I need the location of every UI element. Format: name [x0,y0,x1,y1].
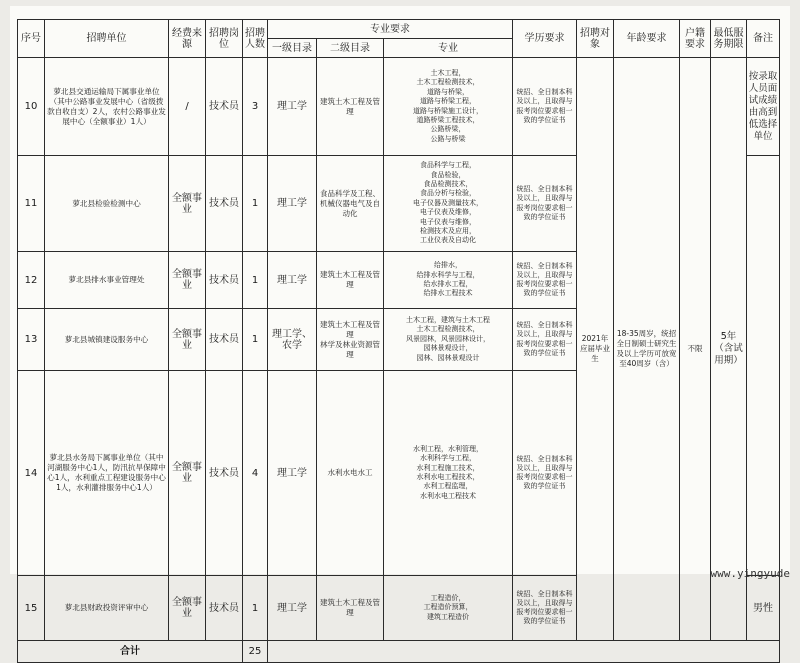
header-count: 招聘人数 [243,20,268,58]
recruitment-table [17,19,780,663]
header-major: 专业 [384,39,513,58]
cell-count: 3 [243,58,268,156]
watermark-text: www.yingyude [710,567,790,580]
cell-level2: 建筑土木工程及管理 [317,576,384,641]
cell-major: 给排水， 给排水科学与工程， 给水排水工程， 给排水工程技术 [384,252,513,309]
cell-level1: 理工学 [268,576,317,641]
cell-funding: 全额事业 [169,371,206,576]
header-major-req: 专业要求 [268,20,513,39]
total-label: 合计 [18,641,243,663]
cell-education: 统招、全日制本科及以上，且取得与报考岗位要求相一致的学位证书 [513,58,577,156]
header-funding: 经费来源 [169,20,206,58]
cell-unit: 萝北县排水事业管理处 [45,252,169,309]
cell-level2: 建筑土木工程及管理 [317,252,384,309]
cell-education: 统招、全日制本科及以上，且取得与报考岗位要求相一致的学位证书 [513,156,577,252]
cell-major: 土木工程， 土木工程检测技术， 道路与桥梁， 道路与桥梁工程， 道路与桥梁施工设计， 道路桥梁工程技术， 公路桥梁， 公路与桥梁 [384,58,513,156]
cell-funding: 全额事业 [169,576,206,641]
cell-count: 4 [243,371,268,576]
cell-education: 统招、全日制本科及以上，且取得与报考岗位要求相一致的学位证书 [513,576,577,641]
header-unit: 招聘单位 [45,20,169,58]
cell-count: 1 [243,156,268,252]
cell-funding: 全额事业 [169,309,206,371]
header-remarks: 备注 [747,20,780,58]
cell-post: 技术员 [206,252,243,309]
cell-target: 2021年应届毕业生 [577,58,614,641]
header-service: 最低服务期限 [711,20,747,58]
cell-seq: 15 [18,576,45,641]
cell-post: 技术员 [206,58,243,156]
cell-seq: 14 [18,371,45,576]
cell-age: 18-35周岁，统招全日制硕士研究生及以上学历可放宽至40周岁（含） [614,58,680,641]
cell-level1: 理工学 [268,252,317,309]
cell-funding: 全额事业 [169,252,206,309]
cell-seq: 12 [18,252,45,309]
cell-count: 1 [243,309,268,371]
cell-unit: 萝北县财政投资评审中心 [45,576,169,641]
cell-post: 技术员 [206,309,243,371]
cell-seq: 13 [18,309,45,371]
cell-unit: 萝北县水务局下属事业单位（其中河湖服务中心1人，防汛抗旱保障中心1人，水利重点工程建设服务中心1人，水利灌排服务中心1人） [45,371,169,576]
cell-education: 统招、全日制本科及以上，且取得与报考岗位要求相一致的学位证书 [513,252,577,309]
header-hukou: 户籍要求 [680,20,711,58]
cell-funding: 全额事业 [169,156,206,252]
cell-major: 土木工程，建筑与土木工程 土木工程检测技术， 风景园林，风景园林设计， 园林景观设计， 园林、园林景观设计 [384,309,513,371]
header-level2: 二级目录 [317,39,384,58]
header-level1: 一级目录 [268,39,317,58]
cell-count: 1 [243,252,268,309]
cell-post: 技术员 [206,156,243,252]
cell-seq: 10 [18,58,45,156]
cell-unit: 萝北县检验检测中心 [45,156,169,252]
cell-level1: 理工学 [268,371,317,576]
header-target: 招聘对象 [577,20,614,58]
total-row [18,641,780,663]
cell-major: 水利工程，水利管理， 水利科学与工程， 水利工程施工技术， 水利水电工程技术， 水利工程监理， 水利水电工程技术 [384,371,513,576]
cell-level2: 建筑土木工程及管理 林学及林业资源管理 [317,309,384,371]
cell-level1: 理工学 [268,58,317,156]
cell-education: 统招、全日制本科及以上，且取得与报考岗位要求相一致的学位证书 [513,371,577,576]
cell-level2: 建筑土木工程及管理 [317,58,384,156]
cell-major: 工程造价， 工程造价预算， 建筑工程造价 [384,576,513,641]
header-seq: 序号 [18,20,45,58]
header-age: 年龄要求 [614,20,680,58]
cell-education: 统招、全日制本科及以上，且取得与报考岗位要求相一致的学位证书 [513,309,577,371]
cell-remarks: 按录取人员面试成绩由高到低选择单位 [747,58,780,156]
cell-level1: 理工学 [268,156,317,252]
cell-level2: 食品科学及工程、机械仪器电气及自动化 [317,156,384,252]
cell-service: 5年（含试用期） [711,58,747,641]
cell-post: 技术员 [206,371,243,576]
total-count: 25 [243,641,268,663]
cell-major: 食品科学与工程， 食品检验， 食品检测技术， 食品分析与检验， 电子仪器及测量技术， 电子仪表及维修， 电子仪表与维修， 检测技术及应用， 工业仪表及自动化 [384,156,513,252]
cell-level1: 理工学、农学 [268,309,317,371]
cell-unit: 萝北县交通运输局下属事业单位（其中公路事业发展中心（省级拨款自收自支）2人，农村公路事业发展中心（全额事业）1人） [45,58,169,156]
cell-funding: / [169,58,206,156]
header-education: 学历要求 [513,20,577,58]
header-post: 招聘岗位 [206,20,243,58]
cell-post: 技术员 [206,576,243,641]
cell-unit: 萝北县城镇建设服务中心 [45,309,169,371]
cell-seq: 11 [18,156,45,252]
cell-level2: 水利水电水工 [317,371,384,576]
cell-count: 1 [243,576,268,641]
cell-remarks-empty [747,156,780,576]
cell-remarks: 男性 [747,576,780,641]
table-row [18,58,780,156]
total-empty [268,641,780,663]
cell-hukou: 不限 [680,58,711,641]
